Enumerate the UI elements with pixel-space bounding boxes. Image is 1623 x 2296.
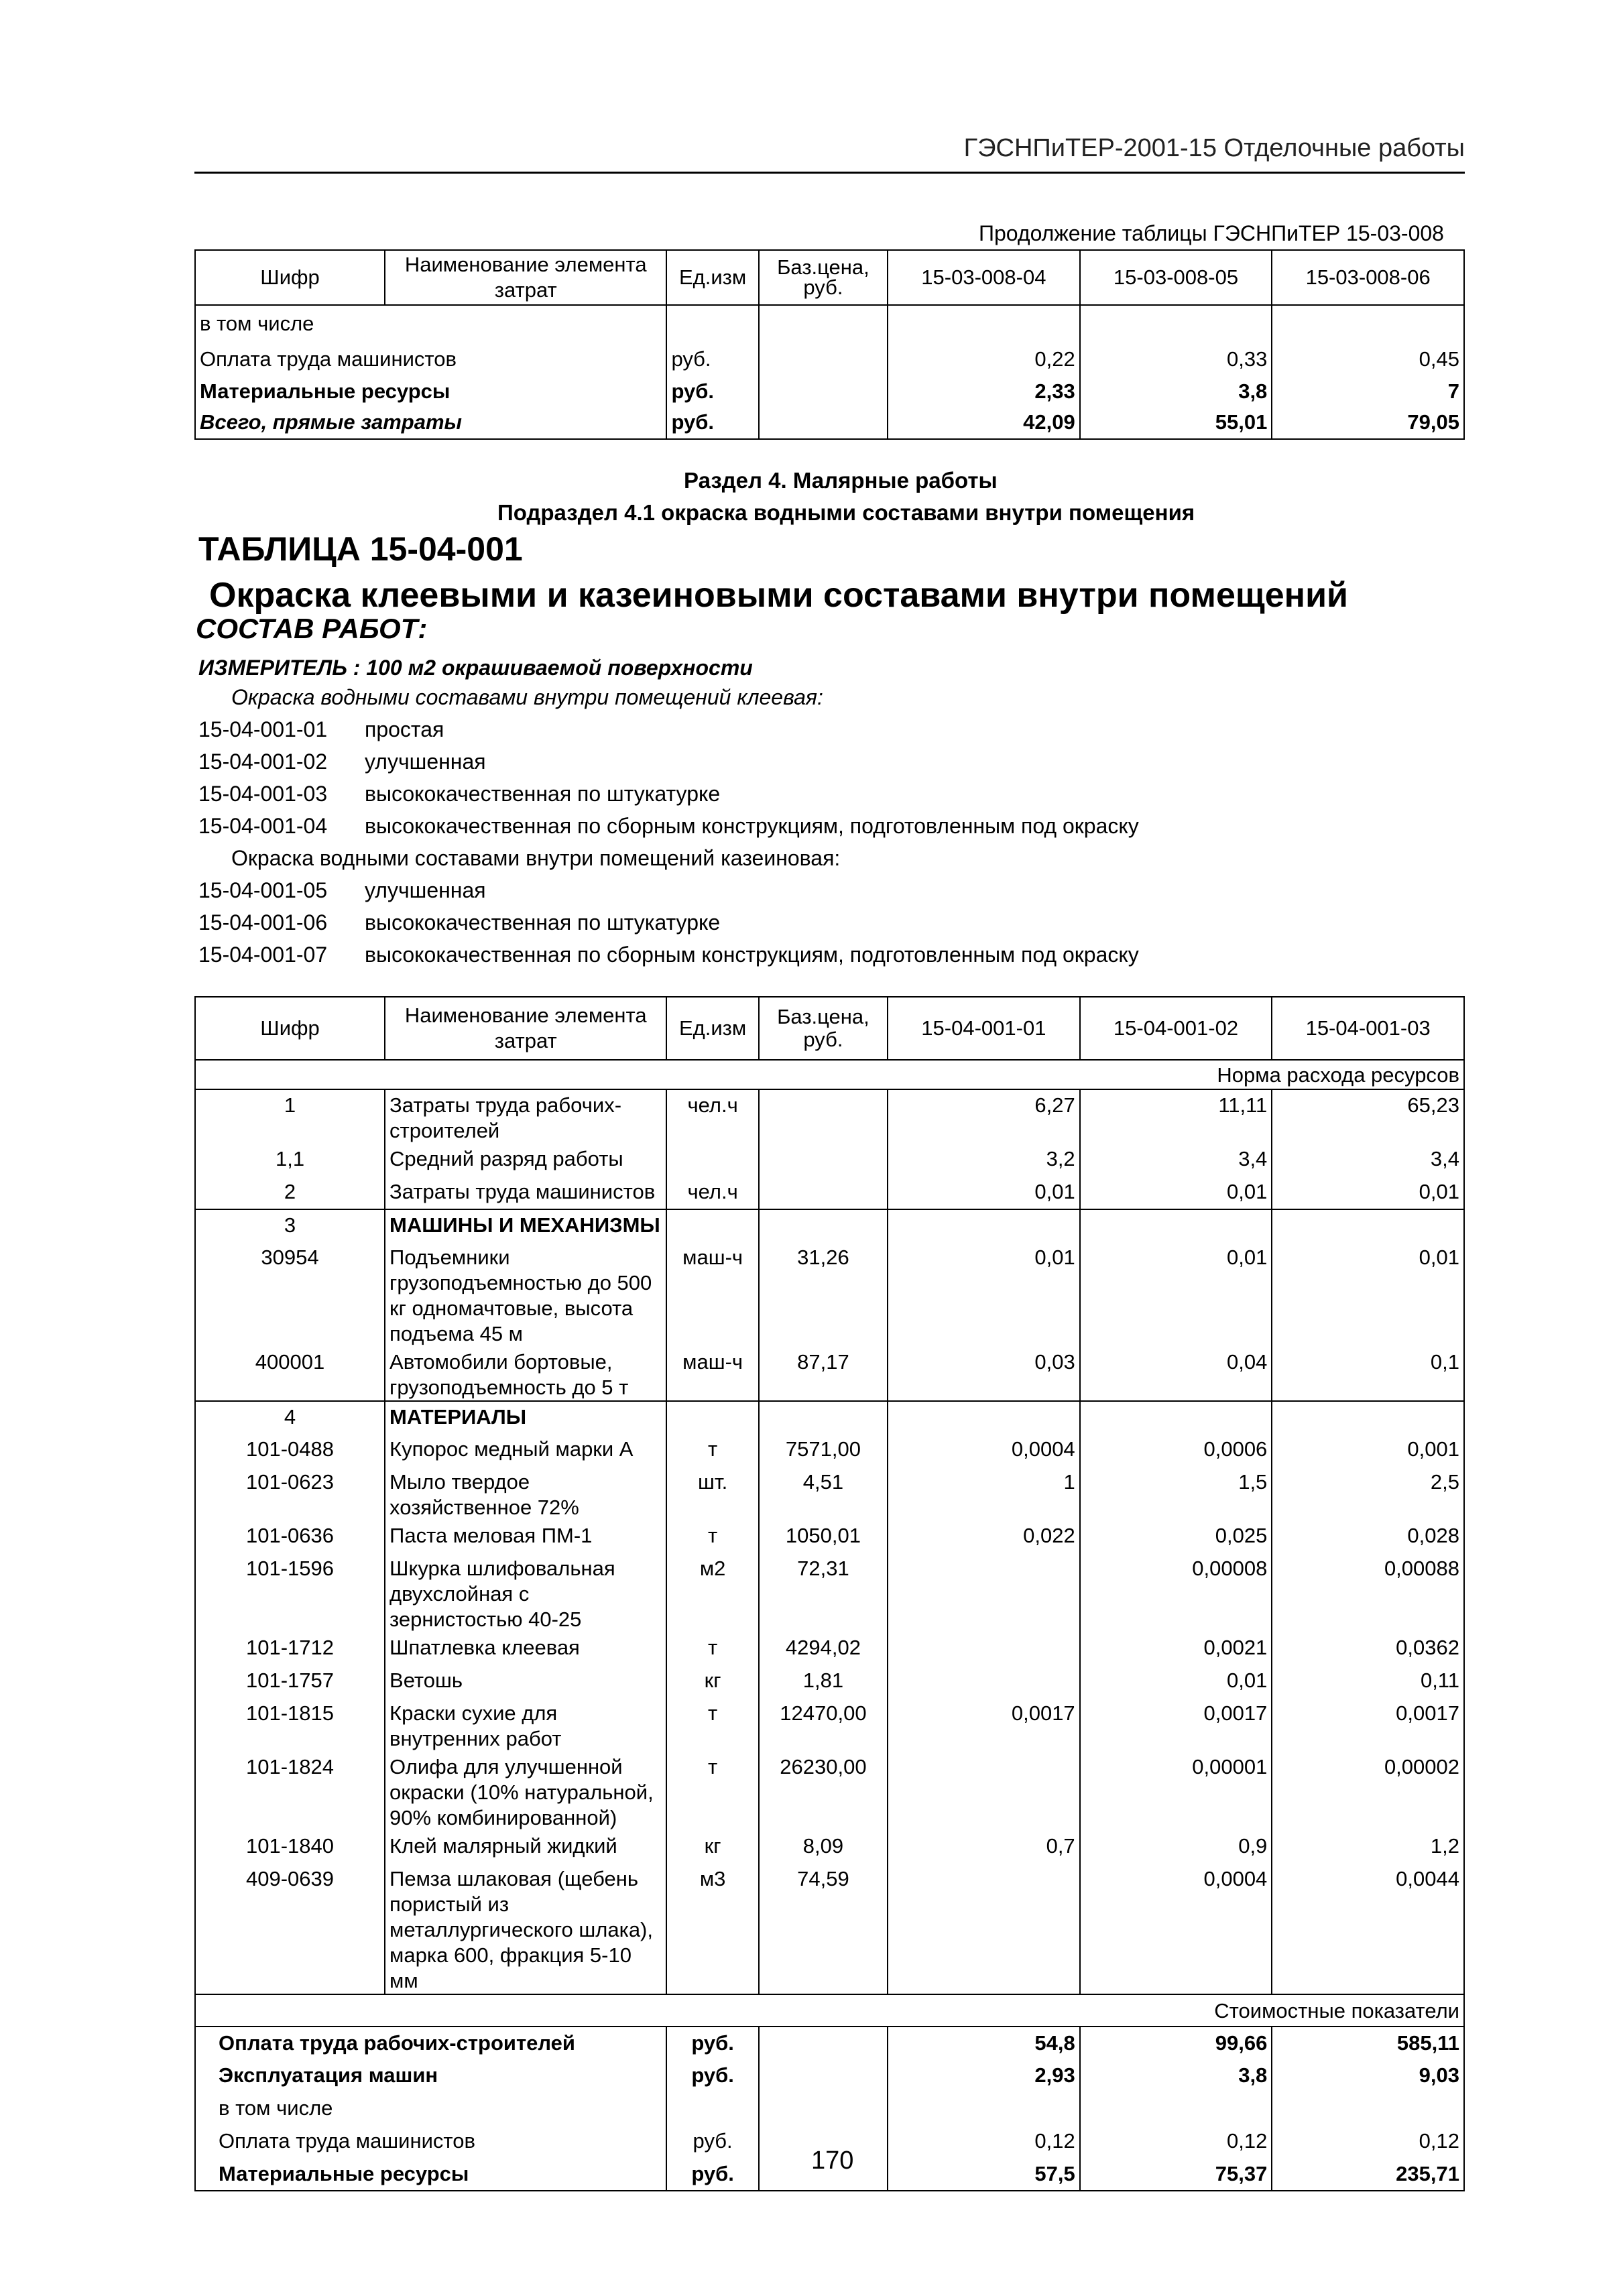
row-price: 12470,00 [759, 1698, 888, 1752]
row-value: 0,22 [888, 341, 1080, 375]
page-number: 170 [811, 2147, 854, 2175]
row-code: 101-1824 [195, 1752, 385, 1831]
row-name: Клей малярный жидкий [385, 1831, 666, 1864]
row-value: 65,23 [1272, 1089, 1464, 1144]
col-header-name: Наименование элемента затрат [385, 997, 666, 1060]
row-code: 101-1596 [195, 1553, 385, 1632]
table-row [195, 1632, 1464, 1665]
col-header-v3: 15-04-001-03 [1272, 997, 1464, 1060]
row-value: 0,7 [888, 1831, 1080, 1864]
row-value [1080, 1401, 1272, 1434]
row-name: МАШИНЫ И МЕХАНИЗМЫ [385, 1209, 666, 1242]
work-code: 15-04-001-01 [198, 717, 328, 741]
table-row [195, 2059, 1464, 2092]
row-code: 101-1757 [195, 1665, 385, 1698]
row-code: 101-1712 [195, 1632, 385, 1665]
row-value [888, 1401, 1080, 1434]
row-value: 2,93 [888, 2059, 1080, 2092]
row-value: 2,33 [888, 375, 1080, 407]
work-text: высококачественная по сборным конструкциям, подготовленным под окраску [365, 943, 1139, 967]
row-value: 0,33 [1080, 341, 1272, 375]
row-value: 1,2 [1272, 1831, 1464, 1864]
table-row [195, 1831, 1464, 1864]
running-header: ГЭСНПиТЕР-2001-15 Отделочные работы [963, 134, 1465, 162]
row-value: 0,11 [1272, 1665, 1464, 1698]
row-price: 72,31 [759, 1553, 888, 1632]
row-value [888, 1752, 1080, 1831]
row-code: 409-0639 [195, 1864, 385, 1994]
work-text: высококачественная по штукатурке [365, 782, 721, 806]
table-row [195, 1209, 1464, 1242]
col-header-price: Баз.цена, руб. [759, 997, 888, 1060]
row-label: в том числе [195, 305, 666, 341]
row-label: Материальные ресурсы [195, 375, 666, 407]
table-row [195, 407, 1464, 439]
row-code: 4 [195, 1401, 385, 1434]
resource-table [194, 996, 1465, 2191]
row-unit: чел.ч [666, 1089, 758, 1144]
row-value: 0,01 [888, 1242, 1080, 1347]
col-header-code: Шифр [195, 997, 385, 1060]
row-price [759, 2027, 888, 2059]
table-subtitle: Окраска клеевыми и казеиновыми составами внутри помещений [209, 576, 1349, 615]
row-unit: т [666, 1632, 758, 1665]
continuation-caption: Продолжение таблицы ГЭСНПиТЕР 15-03-008 [979, 221, 1444, 245]
row-code: 101-1840 [195, 1831, 385, 1864]
work-text: высококачественная по сборным конструкциям, подготовленным под окраску [365, 814, 1139, 838]
col-header-v1: 15-03-008-04 [888, 250, 1080, 305]
row-name: Шпатлевка клеевая [385, 1632, 666, 1665]
row-value [1272, 1401, 1464, 1434]
work-code: 15-04-001-03 [198, 782, 328, 806]
row-unit: руб. [666, 2125, 758, 2158]
row-name: Краски сухие для внутренних работ [385, 1698, 666, 1752]
list-item [198, 778, 720, 810]
row-value: 0,025 [1080, 1520, 1272, 1553]
row-price [759, 1401, 888, 1434]
row-price: 7571,00 [759, 1434, 888, 1467]
row-code: 30954 [195, 1242, 385, 1347]
row-value: 0,45 [1272, 341, 1464, 375]
row-value: 54,8 [888, 2027, 1080, 2059]
row-value: 9,03 [1272, 2059, 1464, 2092]
row-value: 7 [1272, 375, 1464, 407]
row-name: Средний разряд работы [385, 1144, 666, 1176]
row-value: 0,01 [1080, 1176, 1272, 1209]
row-code: 101-1815 [195, 1698, 385, 1752]
row-unit: кг [666, 1831, 758, 1864]
table-row [195, 1347, 1464, 1401]
table-row [195, 1752, 1464, 1831]
table-title: ТАБЛИЦА 15-04-001 [198, 530, 523, 568]
row-value: 0,022 [888, 1520, 1080, 1553]
row-unit: шт. [666, 1467, 758, 1520]
row-unit: руб. [666, 341, 758, 375]
row-label: Оплата труда машинистов [195, 2125, 666, 2158]
row-unit: руб. [666, 407, 758, 439]
row-name: Подъемники грузоподъемностью до 500 кг одномачтовые, высота подъема 45 м [385, 1242, 666, 1347]
col-header-price: Баз.цена, руб. [759, 250, 888, 305]
row-unit: руб. [666, 2027, 758, 2059]
row-code: 2 [195, 1176, 385, 1209]
row-price [759, 1144, 888, 1176]
row-value: 0,0362 [1272, 1632, 1464, 1665]
work-code: 15-04-001-04 [198, 814, 328, 838]
table-row [195, 1401, 1464, 1434]
row-value: 0,04 [1080, 1347, 1272, 1401]
header-rule [194, 172, 1465, 174]
work-text: улучшенная [365, 878, 486, 902]
row-unit: руб. [666, 2158, 758, 2191]
row-name: Затраты труда рабочих-строителей [385, 1089, 666, 1144]
list-item [198, 939, 1139, 971]
list-item [198, 810, 1139, 842]
row-value: 6,27 [888, 1089, 1080, 1144]
row-value: 0,0021 [1080, 1632, 1272, 1665]
row-value [888, 1665, 1080, 1698]
row-unit: кг [666, 1665, 758, 1698]
row-unit: т [666, 1434, 758, 1467]
row-value [1272, 1209, 1464, 1242]
table-row [195, 1144, 1464, 1176]
measure-label: ИЗМЕРИТЕЛЬ : 100 м2 окрашиваемой поверхности [198, 656, 753, 680]
row-value: 0,12 [1080, 2125, 1272, 2158]
row-value: 3,4 [1080, 1144, 1272, 1176]
work-code: 15-04-001-02 [198, 749, 328, 774]
row-code: 101-0488 [195, 1434, 385, 1467]
row-label: Оплата труда машинистов [195, 341, 666, 375]
table-row [195, 1520, 1464, 1553]
row-name: Ветошь [385, 1665, 666, 1698]
row-label: в том числе [195, 2092, 666, 2125]
col-header-code: Шифр [195, 250, 385, 305]
table-row [195, 2092, 1464, 2125]
norm-label: Норма расхода ресурсов [195, 1060, 1464, 1089]
row-value: 2,5 [1272, 1467, 1464, 1520]
row-price: 31,26 [759, 1242, 888, 1347]
col-header-name: Наименование элемента затрат [385, 250, 666, 305]
row-price: 87,17 [759, 1347, 888, 1401]
row-value: 0,0044 [1272, 1864, 1464, 1994]
row-value: 0,028 [1272, 1520, 1464, 1553]
list-item [198, 906, 720, 939]
col-header-unit: Ед.изм [666, 997, 758, 1060]
cost-label: Стоимостные показатели [195, 1994, 1464, 2027]
row-name: Олифа для улучшенной окраски (10% натуральной, 90% комбинированной) [385, 1752, 666, 1831]
row-unit [666, 1209, 758, 1242]
row-value: 0,0017 [888, 1698, 1080, 1752]
row-value [888, 1209, 1080, 1242]
work-code: 15-04-001-05 [198, 878, 328, 902]
row-value: 0,00001 [1080, 1752, 1272, 1831]
row-unit: маш-ч [666, 1242, 758, 1347]
row-name: Автомобили бортовые, грузоподъемность до 5 т [385, 1347, 666, 1401]
row-unit: т [666, 1698, 758, 1752]
row-value: 0,001 [1272, 1434, 1464, 1467]
col-header-v3: 15-03-008-06 [1272, 250, 1464, 305]
work-code: 15-04-001-06 [198, 910, 328, 934]
continuation-table [194, 249, 1465, 440]
table-row [195, 1242, 1464, 1347]
row-price [759, 1209, 888, 1242]
col-header-v2: 15-03-008-05 [1080, 250, 1272, 305]
row-unit: маш-ч [666, 1347, 758, 1401]
row-value: 0,01 [1080, 1242, 1272, 1347]
row-unit: руб. [666, 375, 758, 407]
row-name: Мыло твердое хозяйственное 72% [385, 1467, 666, 1520]
row-label: Эксплуатация машин [195, 2059, 666, 2092]
table-row [195, 1176, 1464, 1209]
row-value: 3,8 [1080, 2059, 1272, 2092]
row-name: Пемза шлаковая (щебень пористый из металлургического шлака), марка 600, фракция 5-10 мм [385, 1864, 666, 1994]
row-unit: чел.ч [666, 1176, 758, 1209]
row-value: 0,0006 [1080, 1434, 1272, 1467]
row-name: Затраты труда машинистов [385, 1176, 666, 1209]
work-text: улучшенная [365, 749, 486, 774]
row-value: 0,1 [1272, 1347, 1464, 1401]
row-price: 26230,00 [759, 1752, 888, 1831]
list-item [198, 874, 486, 906]
row-code: 101-0623 [195, 1467, 385, 1520]
table-row [195, 1089, 1464, 1144]
row-value: 79,05 [1272, 407, 1464, 439]
row-value: 0,0004 [888, 1434, 1080, 1467]
row-code: 101-0636 [195, 1520, 385, 1553]
row-code: 1 [195, 1089, 385, 1144]
row-unit: м2 [666, 1553, 758, 1632]
section-title: Раздел 4. Малярные работы [684, 468, 998, 493]
row-label: Всего, прямые затраты [195, 407, 666, 439]
row-unit [666, 2092, 758, 2125]
row-value: 99,66 [1080, 2027, 1272, 2059]
row-name: Паста меловая ПМ-1 [385, 1520, 666, 1553]
row-value: 1,5 [1080, 1467, 1272, 1520]
row-value [888, 1864, 1080, 1994]
works-group-1: Окраска водными составами внутри помещений клеевая: [231, 685, 823, 709]
table-row [195, 375, 1464, 407]
row-value [888, 1632, 1080, 1665]
row-value: 0,00002 [1272, 1752, 1464, 1831]
row-value: 1 [888, 1467, 1080, 1520]
table-row [195, 1665, 1464, 1698]
table-row [195, 2027, 1464, 2059]
row-value: 0,0017 [1080, 1698, 1272, 1752]
table-row [195, 1553, 1464, 1632]
row-value: 0,12 [1272, 2125, 1464, 2158]
continuation-header-row [195, 250, 1464, 305]
work-code: 15-04-001-07 [198, 943, 328, 967]
composition-label: СОСТАВ РАБОТ: [196, 613, 428, 644]
row-value: 0,03 [888, 1347, 1080, 1401]
row-value: 235,71 [1272, 2158, 1464, 2191]
row-price [759, 1176, 888, 1209]
row-value: 0,0004 [1080, 1864, 1272, 1994]
row-unit: руб. [666, 2059, 758, 2092]
row-value: 0,01 [1080, 1665, 1272, 1698]
row-price: 74,59 [759, 1864, 888, 1994]
table-row [195, 1864, 1464, 1994]
row-value: 585,11 [1272, 2027, 1464, 2059]
row-value: 0,01 [1272, 1242, 1464, 1347]
row-label: Оплата труда рабочих-строителей [195, 2027, 666, 2059]
section-subtitle: Подраздел 4.1 окраска водными составами внутри помещения [497, 500, 1195, 525]
row-name: Шкурка шлифовальная двухслойная с зернистостью 40-25 [385, 1553, 666, 1632]
cost-row [195, 1994, 1464, 2027]
row-code: 400001 [195, 1347, 385, 1401]
row-value: 11,11 [1080, 1089, 1272, 1144]
row-value: 0,01 [888, 1176, 1080, 1209]
row-price [759, 1089, 888, 1144]
work-text: простая [365, 717, 444, 741]
row-value: 0,00088 [1272, 1553, 1464, 1632]
row-value: 3,4 [1272, 1144, 1464, 1176]
row-value [1080, 1209, 1272, 1242]
row-price: 1,81 [759, 1665, 888, 1698]
row-value: 0,0017 [1272, 1698, 1464, 1752]
row-value [888, 1553, 1080, 1632]
row-value [888, 2092, 1080, 2125]
row-value: 42,09 [888, 407, 1080, 439]
row-price: 4294,02 [759, 1632, 888, 1665]
row-unit [666, 1401, 758, 1434]
row-price: 4,51 [759, 1467, 888, 1520]
row-value: 0,12 [888, 2125, 1080, 2158]
table-row [195, 1467, 1464, 1520]
row-value: 0,9 [1080, 1831, 1272, 1864]
table-row [195, 341, 1464, 375]
col-header-unit: Ед.изм [666, 250, 758, 305]
row-price [759, 2059, 888, 2092]
row-unit: т [666, 1520, 758, 1553]
resource-header-row [195, 997, 1464, 1060]
table-row [195, 1698, 1464, 1752]
row-value [1080, 2092, 1272, 2125]
works-group-2: Окраска водными составами внутри помещений казеиновая: [231, 846, 841, 870]
work-text: высококачественная по штукатурке [365, 910, 721, 934]
row-unit: м3 [666, 1864, 758, 1994]
row-value: 57,5 [888, 2158, 1080, 2191]
norm-row [195, 1060, 1464, 1089]
row-unit: т [666, 1752, 758, 1831]
list-item [198, 745, 486, 778]
col-header-v1: 15-04-001-01 [888, 997, 1080, 1060]
row-price: 8,09 [759, 1831, 888, 1864]
row-label: Материальные ресурсы [195, 2158, 666, 2191]
row-price [759, 2092, 888, 2125]
row-value: 55,01 [1080, 407, 1272, 439]
row-price: 1050,01 [759, 1520, 888, 1553]
row-value: 0,01 [1272, 1176, 1464, 1209]
row-value: 75,37 [1080, 2158, 1272, 2191]
col-header-v2: 15-04-001-02 [1080, 997, 1272, 1060]
row-name: МАТЕРИАЛЫ [385, 1401, 666, 1434]
row-unit [666, 1144, 758, 1176]
row-name: Купорос медный марки А [385, 1434, 666, 1467]
row-value: 3,8 [1080, 375, 1272, 407]
row-code: 3 [195, 1209, 385, 1242]
list-item [198, 713, 444, 745]
table-row [195, 305, 1464, 341]
row-value: 0,00008 [1080, 1553, 1272, 1632]
table-row [195, 1434, 1464, 1467]
row-value: 3,2 [888, 1144, 1080, 1176]
row-value [1272, 2092, 1464, 2125]
row-code: 1,1 [195, 1144, 385, 1176]
